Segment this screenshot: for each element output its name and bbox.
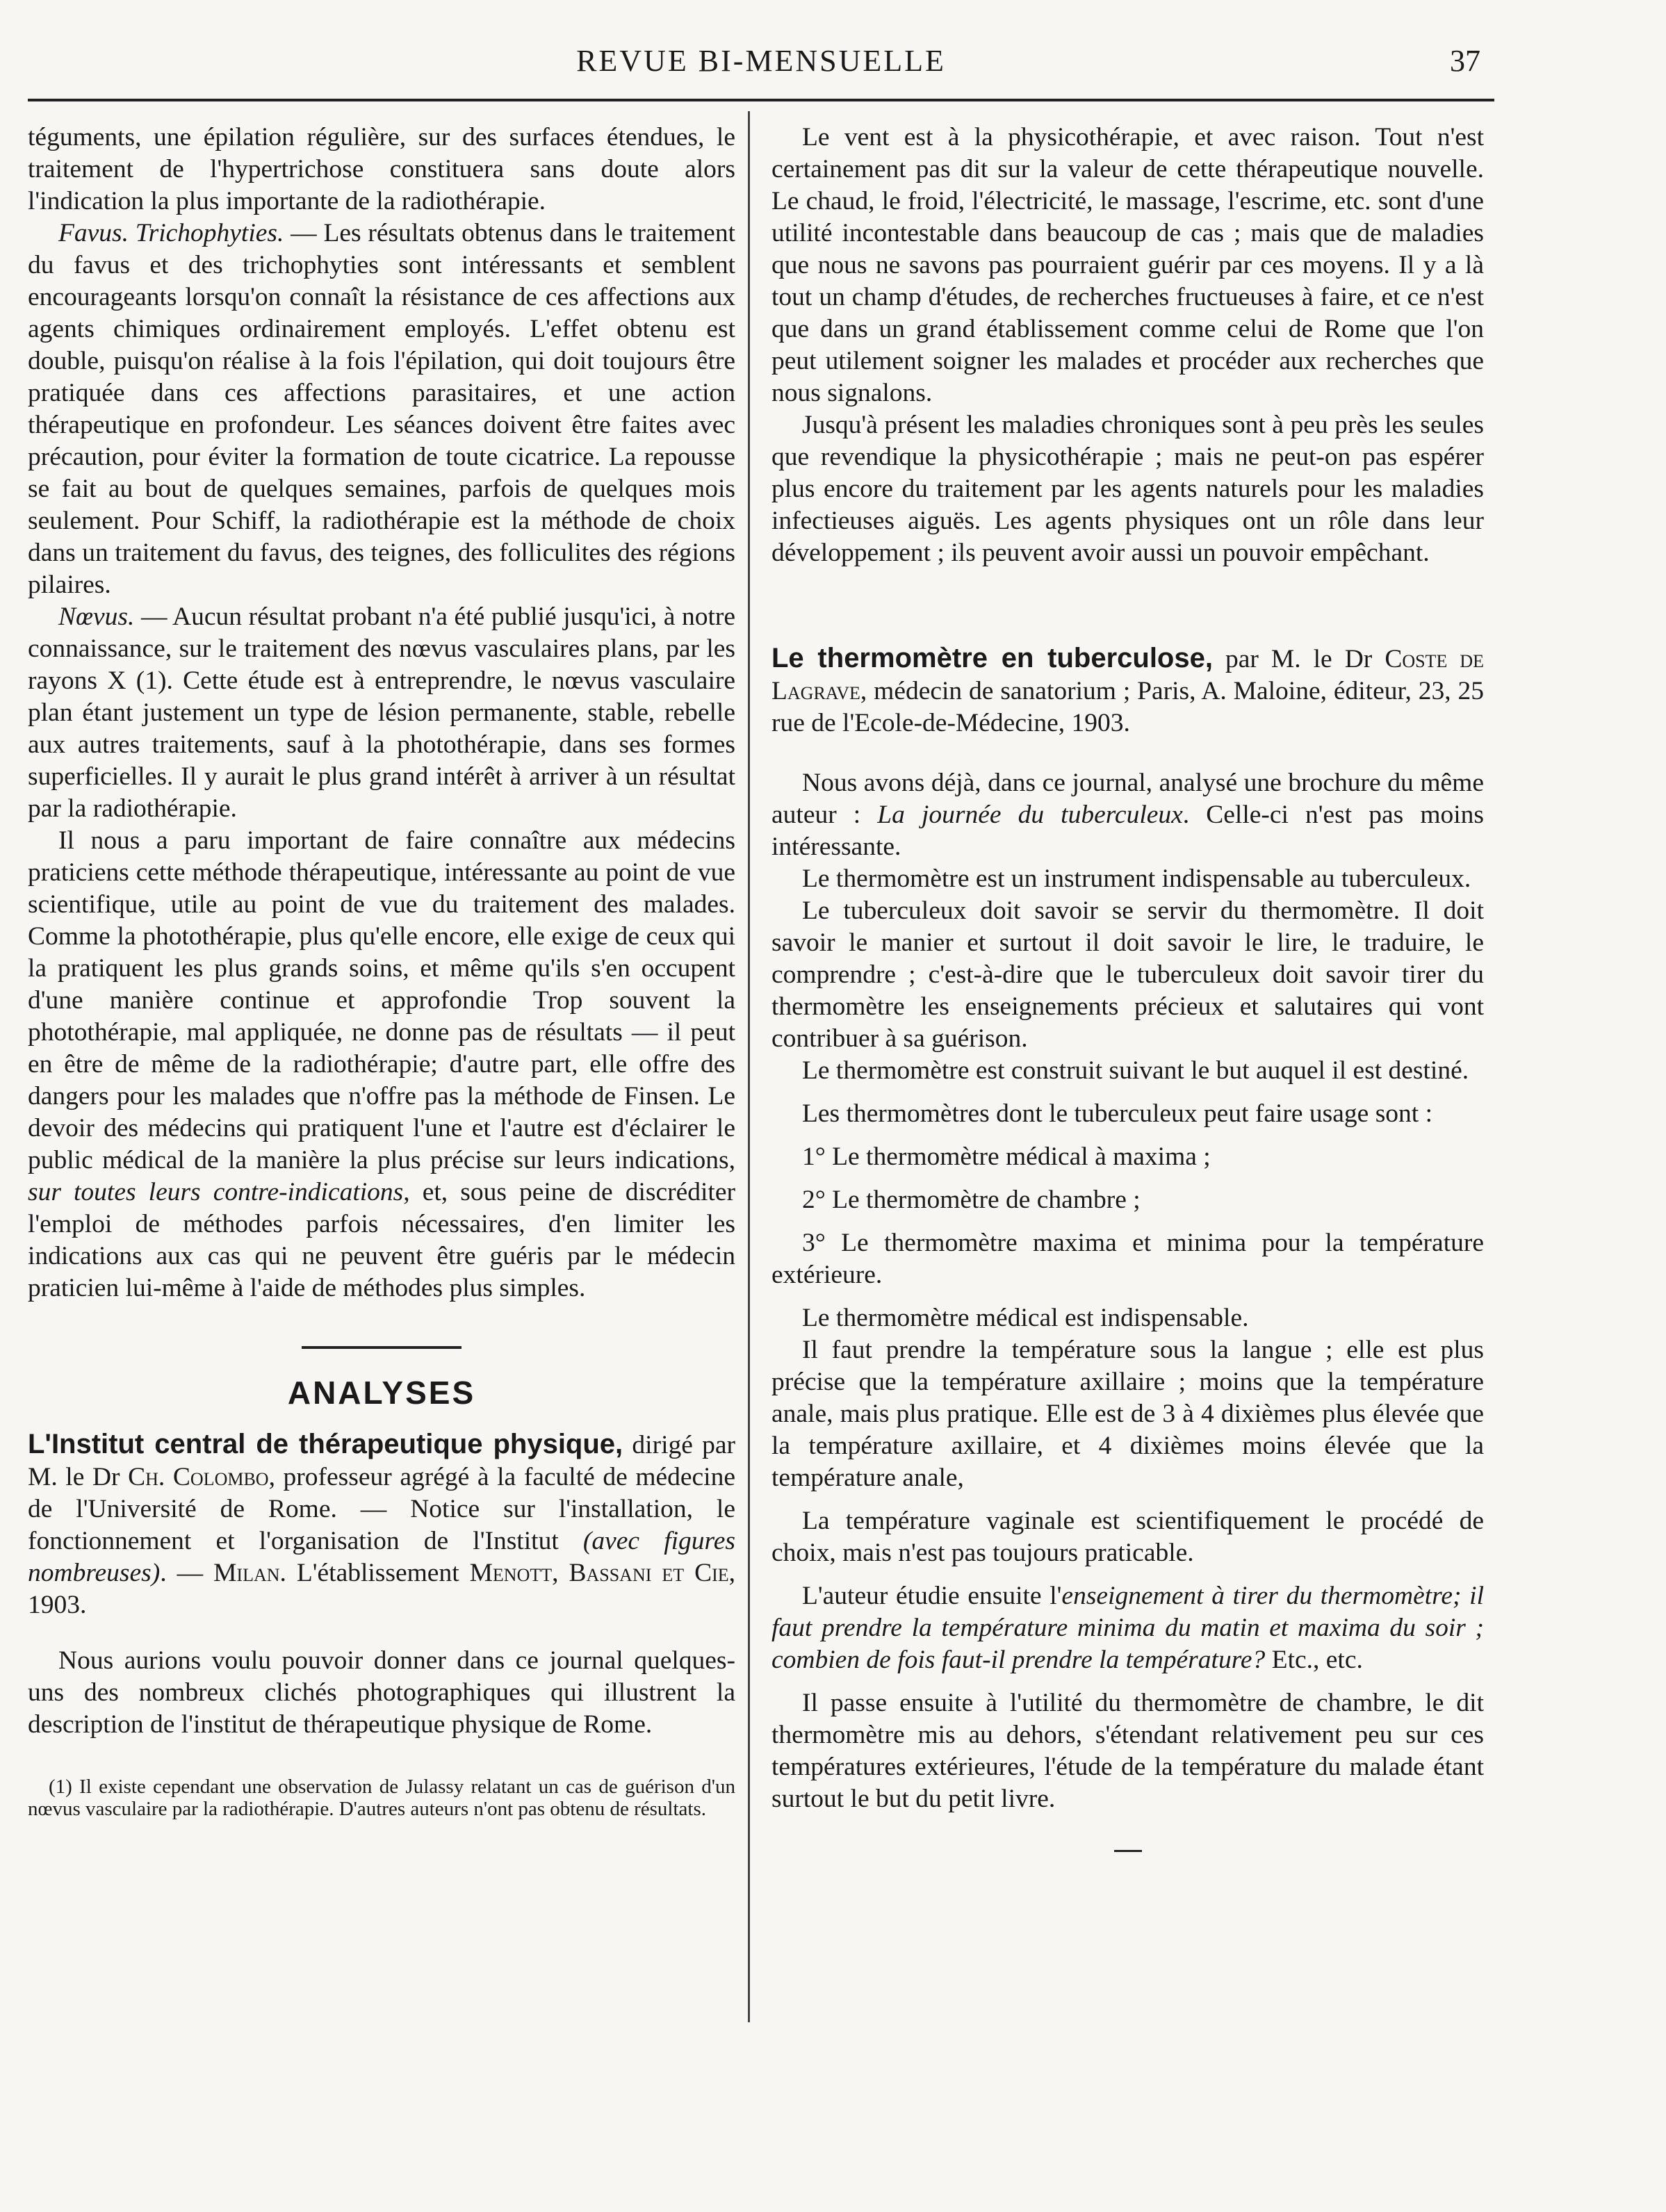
paragraph: L'auteur étudie ensuite l'enseignement à tirer du thermomètre; il faut prendre la température minima du matin et maxima du soir ; combien de fois faut-il prendre la température? Etc., etc. [771,1582,1484,1674]
paragraph: Jusqu'à présent les maladies chroniques sont à peu près les seules que revendique la physicothérapie ; mais ne peut-on pas espérer plus encore du traitement par les agents naturels pour les maladies infectieuses aiguës. Les agents physiques ont un rôle dans leur développement ; ils peuvent avoir aussi un pouvoir empêchant. [771,411,1484,567]
page-number: 37 [1450,44,1480,78]
end-rule [1114,1850,1142,1852]
column-divider [748,111,750,2022]
paragraph: Le thermomètre est un instrument indispensable au tuberculeux. [802,865,1471,893]
paragraph-favus: Favus. Trichophyties. — Les résultats obtenus dans le traitement du favus et des trichophyties sont intéressants et semblent encourageants lorsqu'on connaît la résistance de ces affections aux agents chimiques ordinairement employés. L'effet obtenu est double, puisqu'on réalise à la fois l'épilation, qui doit toujours être pratiquée dans ces affections parasitaires, et une action thérapeutique en profondeur. Les séances doivent être faites avec précaution, pour éviter la formation de toute cicatrice. La repousse se fait au bout de quelques semaines, parfois de quelques mois seulement. Pour Schiff, la radiothérapie est la méthode de choix dans un traitement du favus, des teignes, des folliculites des régions pilaires. [28,219,735,599]
paragraph-label: Favus. Trichophyties. [58,219,284,247]
right-column [771,122,1484,1852]
paragraph: Il faut prendre la température sous la langue ; elle est plus précise que la température axillaire ; moins que la température anale, mais plus pratique. Elle est de 3 à 4 dixièmes plus élevée que la température axillaire, et 4 dixièmes moins élevée que la température anale, [771,1336,1484,1492]
review-title: L'Institut central de thérapeutique physique, [28,1429,623,1459]
left-column [28,122,735,1820]
list-item: 3° Le thermomètre maxima et minima pour la température extérieure. [771,1229,1484,1289]
paragraph: Le vent est à la physicothérapie, et avec raison. Tout n'est certainement pas dit sur la valeur de cette thérapeutique nouvelle. Le chaud, le froid, l'électricité, le massage, l'escrime, etc. sont d'une utilité incontestable dans beaucoup de cas ; mais que de maladies que nous ne savons pas pourraient guérir par ces moyens. Il y a là tout un champ d'études, de recherches fructueuses à faire, et ce n'est que dans un grand établissement comme celui de Rome que l'on peut utilement soigner les malades et procéder aux recherches que nous signalons. [771,123,1484,407]
paragraph: Les thermomètres dont le tuberculeux peut faire usage sont : [802,1099,1432,1128]
paragraph: Le thermomètre est construit suivant le but auquel il est destiné. [802,1056,1469,1085]
review-heading: L'Institut central de thérapeutique physique, dirigé par M. le Dr Ch. Colombo, professeur agrégé à la faculté de médecine de l'Université de Rome. — Notice sur l'installation, le fonctionnement et l'organisation de l'Institut (avec figures nombreuses). — Milan. L'établissement Menott, Bassani et Cie, 1903. [28,1429,735,1619]
footnote: (1) Il existe cependant une observation de Julassy relatant un cas de guérison d'un nœvus vasculaire par la radiothérapie. D'autres auteurs n'ont pas obtenu de résultats. [28,1776,735,1820]
section-rule [302,1346,462,1349]
paragraph-naevus: Nœvus. — Aucun résultat probant n'a été publié jusqu'ici, à notre connaissance, sur le traitement des nœvus vasculaires plans, par les rayons X (1). Cette étude est à entreprendre, le nœvus vasculaire plan étant justement un type de lésion permanente, stable, rebelle aux autres traitements, sauf à la photothérapie, dans ses formes superficielles. Il y aurait le plus grand intérêt à arriver à un résultat par la radiothérapie. [28,603,735,823]
paragraph: Nous aurions voulu pouvoir donner dans ce journal quelques-uns des nombreux clichés photographiques qui illustrent la description de l'institut de thérapeutique physique de Rome. [28,1646,735,1739]
paragraph: téguments, une épilation régulière, sur des surfaces étendues, le traitement de l'hypertrichose constituera sans doute alors l'indication la plus importante de la radiothérapie. [28,123,735,215]
page-header [28,36,1494,101]
paragraph: La température vaginale est scientifiquement le procédé de choix, mais n'est pas toujours praticable. [771,1507,1484,1567]
paragraph: Le tuberculeux doit savoir se servir du thermomètre. Il doit savoir le manier et surtout il doit savoir le lire, le traduire, le comprendre ; c'est-à-dire que le tuberculeux doit savoir tirer du thermomètre les enseignements précieux et salutaires qui vont contribuer à sa guérison. [771,896,1484,1053]
paragraph: Il nous a paru important de faire connaître aux médecins praticiens cette méthode thérapeutique, intéressante au point de vue scientifique, utile au point de vue du traitement des malades. Comme la photothérapie, plus qu'elle encore, elle exige de ceux qui la pratiquent les plus grands soins, et même qu'ils s'en occupent d'une manière continue et approfondie Trop souvent la photothérapie, mal appliquée, ne donne pas de résultats — il peut en être de même de la radiothérapie; d'autre part, elle offre des dangers pour les malades que n'offre pas la méthode de Finsen. Le devoir des médecins qui pratiquent l'une et l'autre est d'éclairer le public médical de la manière la plus précise sur leurs indications, sur toutes leurs contre-indications, et, sous peine de discréditer l'emploi de méthodes parfois nécessaires, d'en limiter les indications aux cas qui ne peuvent être guéris par le médecin praticien lui-même à l'aide de méthodes plus simples. [28,826,735,1302]
paragraph: Il passe ensuite à l'utilité du thermomètre de chambre, le dit thermomètre mis au dehors, s'étendant relativement peu sur ces températures extérieures, l'étude de la température du malade étant surtout le but du petit livre. [771,1689,1484,1813]
review-heading: Le thermomètre en tuberculose, par M. le Dr Coste de Lagrave, médecin de sanatorium ; Paris, A. Maloine, éditeur, 23, 25 rue de l'Ecole-de-Médecine, 1903. [771,643,1485,737]
paragraph: Le thermomètre médical est indispensable. [802,1304,1249,1332]
review-title: Le thermomètre en tuberculose, [771,643,1213,673]
list-item: 2° Le thermomètre de chambre ; [802,1186,1141,1214]
paragraph: Nous avons déjà, dans ce journal, analysé une brochure du même auteur : La journée du tuberculeux. Celle-ci n'est pas moins intéressante. [771,769,1484,861]
section-title: ANALYSES [287,1375,476,1411]
list-item: 1° Le thermomètre médical à maxima ; [802,1142,1211,1171]
paragraph-label: Nœvus. [58,603,135,631]
running-head: REVUE BI-MENSUELLE [576,44,946,78]
